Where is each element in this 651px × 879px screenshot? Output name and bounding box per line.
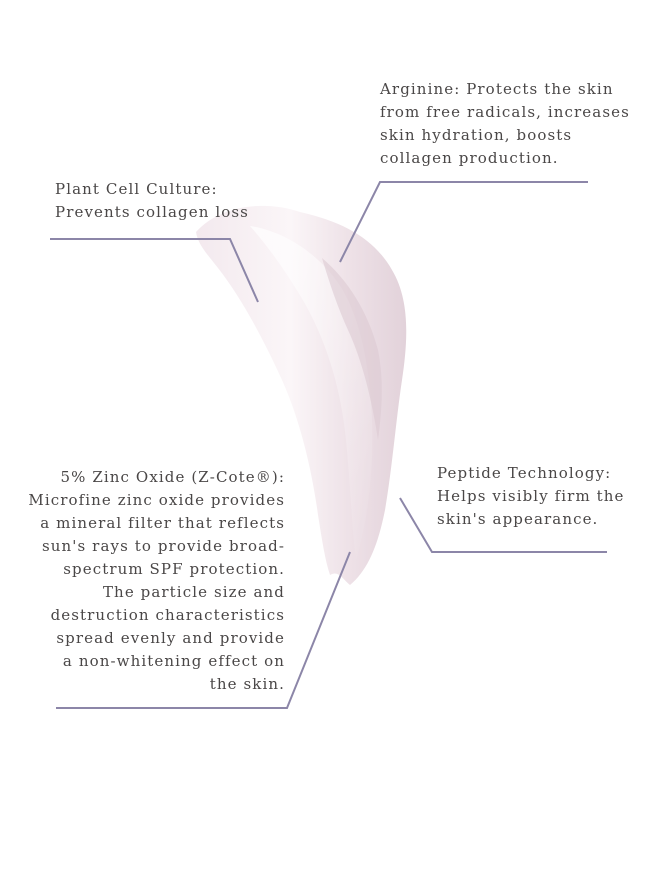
arginine-text-line: from free radicals, increases bbox=[380, 103, 630, 121]
peptide-technology-callout bbox=[437, 462, 625, 531]
plant-cell-culture-callout bbox=[55, 178, 249, 224]
zinc-oxide-text-line: spread evenly and provide bbox=[56, 629, 285, 647]
zinc-oxide-text-line: The particle size and bbox=[102, 583, 285, 601]
arginine-text-line: skin hydration, boosts bbox=[380, 126, 573, 144]
zinc-oxide-text-line: a non-whitening effect on bbox=[62, 652, 285, 670]
zinc-oxide-text-line: sun's rays to provide broad- bbox=[41, 537, 285, 555]
zinc-oxide-text-line: spectrum SPF protection. bbox=[63, 560, 285, 578]
peptide-technology-text-line: Helps visibly firm the bbox=[437, 487, 625, 505]
arginine-leader-line bbox=[340, 182, 588, 262]
plant-cell-culture-text-line: Plant Cell Culture: bbox=[55, 180, 218, 198]
zinc-oxide-text-line: 5% Zinc Oxide (Z-Cote®): bbox=[60, 468, 285, 486]
zinc-oxide-text-line: the skin. bbox=[209, 675, 285, 693]
peptide-technology-text-line: skin's appearance. bbox=[437, 510, 599, 528]
zinc-oxide-text-line: destruction characteristics bbox=[50, 606, 285, 624]
arginine-text-line: collagen production. bbox=[380, 149, 559, 167]
plant-cell-culture-text-line: Prevents collagen loss bbox=[55, 203, 249, 221]
zinc-oxide-callout bbox=[28, 466, 285, 696]
zinc-oxide-text-line: Microfine zinc oxide provides bbox=[28, 491, 285, 509]
arginine-text-line: Arginine: Protects the skin bbox=[380, 80, 614, 98]
peptide-technology-text-line: Peptide Technology: bbox=[437, 464, 612, 482]
zinc-oxide-text-line: a mineral filter that reflects bbox=[40, 514, 285, 532]
arginine-callout bbox=[380, 78, 630, 170]
